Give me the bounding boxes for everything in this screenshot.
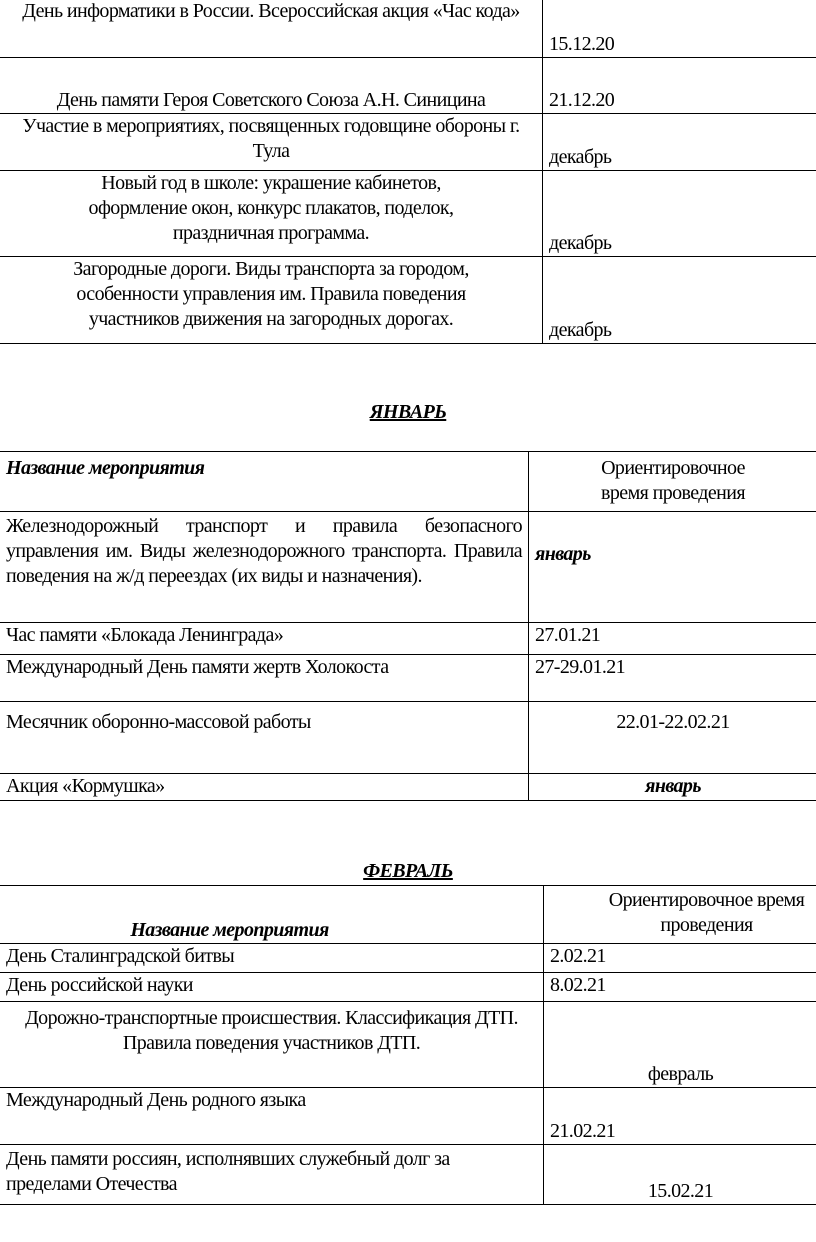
table-row [0,114,816,171]
header-time: Ориентировочное время проведения [529,452,816,512]
date-cell: декабрь [543,114,816,171]
table-row [0,171,816,257]
date-cell: февраль [544,1002,816,1088]
table-row [0,257,816,344]
date-cell: 15.12.20 [543,0,816,58]
event-cell: Час памяти «Блокада Ленинграда» [0,623,529,655]
date-cell: 21.12.20 [543,58,816,114]
date-cell: 22.01-22.02.21 [529,702,816,774]
header-time: Ориентировочное время проведения [544,886,816,944]
table-row [0,973,816,1002]
event-cell: Новый год в школе: украшение кабинетов, оформление окон, конкурс плакатов, поделок, праздничная программа. [0,171,543,257]
table-header-row [0,886,816,944]
header-event-name: Название мероприятия [0,452,529,512]
event-cell: День информатики в России. Всероссийская акция «Час кода» [0,0,543,58]
event-cell: Дорожно-транспортные происшествия. Классификация ДТП. Правила поведения участников ДТП. [0,1002,544,1088]
event-cell: Месячник оборонно-массовой работы [0,702,529,774]
date-cell: 2.02.21 [544,944,816,973]
table-row [0,1145,816,1205]
date-cell: январь [529,512,816,623]
table-row [0,702,816,774]
date-cell: 21.02.21 [544,1088,816,1145]
table-row [0,512,816,623]
event-cell: День памяти россиян, исполнявших служебный долг за пределами Отечества [0,1145,544,1205]
february-table [0,885,816,1205]
event-cell: Железнодорожный транспорт и правила безопасного управления им. Виды железнодорожного транспорта. Правила поведения на ж/д переездах (их виды и назначения). [0,512,529,623]
table-row [0,623,816,655]
date-cell: январь [529,774,816,801]
table-row [0,58,816,114]
event-cell: Участие в мероприятиях, посвященных годовщине обороны г. Тула [0,114,543,171]
date-cell: 27.01.21 [529,623,816,655]
event-cell: День российской науки [0,973,544,1002]
event-cell: День Сталинградской битвы [0,944,544,973]
event-cell: День памяти Героя Советского Союза А.Н. Синицина [0,58,543,114]
table-row [0,1088,816,1145]
table-row [0,944,816,973]
table-row [0,0,816,58]
section-heading-january: ЯНВАРЬ [369,401,447,423]
january-table [0,451,816,801]
date-cell: декабрь [543,257,816,344]
date-cell: 15.02.21 [544,1145,816,1205]
table-header-row [0,452,816,512]
table-row [0,655,816,702]
table-row [0,1002,816,1088]
date-cell: декабрь [543,171,816,257]
header-event-name: Название мероприятия [0,886,544,944]
event-cell: Международный День памяти жертв Холокоста [0,655,529,702]
december-table [0,0,816,344]
event-cell: Акция «Кормушка» [0,774,529,801]
section-heading-february: ФЕВРАЛЬ [363,860,453,882]
date-cell: 27-29.01.21 [529,655,816,702]
date-cell: 8.02.21 [544,973,816,1002]
event-cell: Загородные дороги. Виды транспорта за городом, особенности управления им. Правила поведения участников движения на загородных дорогах. [0,257,543,344]
table-row [0,774,816,801]
event-cell: Международный День родного языка [0,1088,544,1145]
